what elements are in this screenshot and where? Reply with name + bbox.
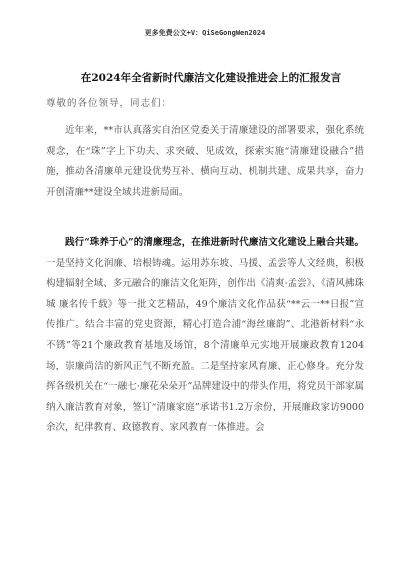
document-title: 在2024年全省新时代廉洁文化建设推进会上的汇报发言 <box>80 72 342 84</box>
paragraph-section-one <box>46 233 364 439</box>
page-header: 更多免费公文+V：QiSeGongWen2024 <box>144 29 266 37</box>
salutation: 尊敬的各位领导，同志们： <box>46 98 173 109</box>
paragraph-intro: 近年来，**市认真落实自治区党委关于清廉建设的部署要求，强化系统观念，在“珠”字上下功夫、求突破、见成效，探索实施“清廉建设融合”措施，推动各清廉单元建设优势互补、横向互动、机制共建、成果共享，奋力开创清廉**建设全域共进新局面。 <box>46 125 364 198</box>
section-heading: 践行“珠养于心”的清廉理念，在推进新时代廉洁文化建设上融合共建。 <box>65 237 364 248</box>
section-body: 一是坚持文化润廉、培根铸魂。运用苏东坡、马援、孟尝等人文经典，积极构建辐射全域、多元融合的廉洁文化矩阵，创作出《清爽·孟尝》、《清风拂珠城 廉名传千载》等一批文艺精品，49个廉洁文化作品获“**云一**日报”宣传推广。结合丰富的党史资源，精心打造合浦“海丝廉韵”、北港新材料“永不锈”等21个廉政教育基地及场馆，8个清廉单元实地开展廉政教育1204场，崇廉尚洁的新风正气不断充盈。二是坚持家风育廉、正心修身。充分发挥各级机关在“一融七·廉花朵朵开”品牌建设中的带头作用，将党员干部家属纳入廉洁教育对象，签订“清廉家庭”承诺书1.2万余份，开展廉政家访9000余次，纪律教育、政德教育、家风教育一体推进。会 <box>46 257 364 434</box>
